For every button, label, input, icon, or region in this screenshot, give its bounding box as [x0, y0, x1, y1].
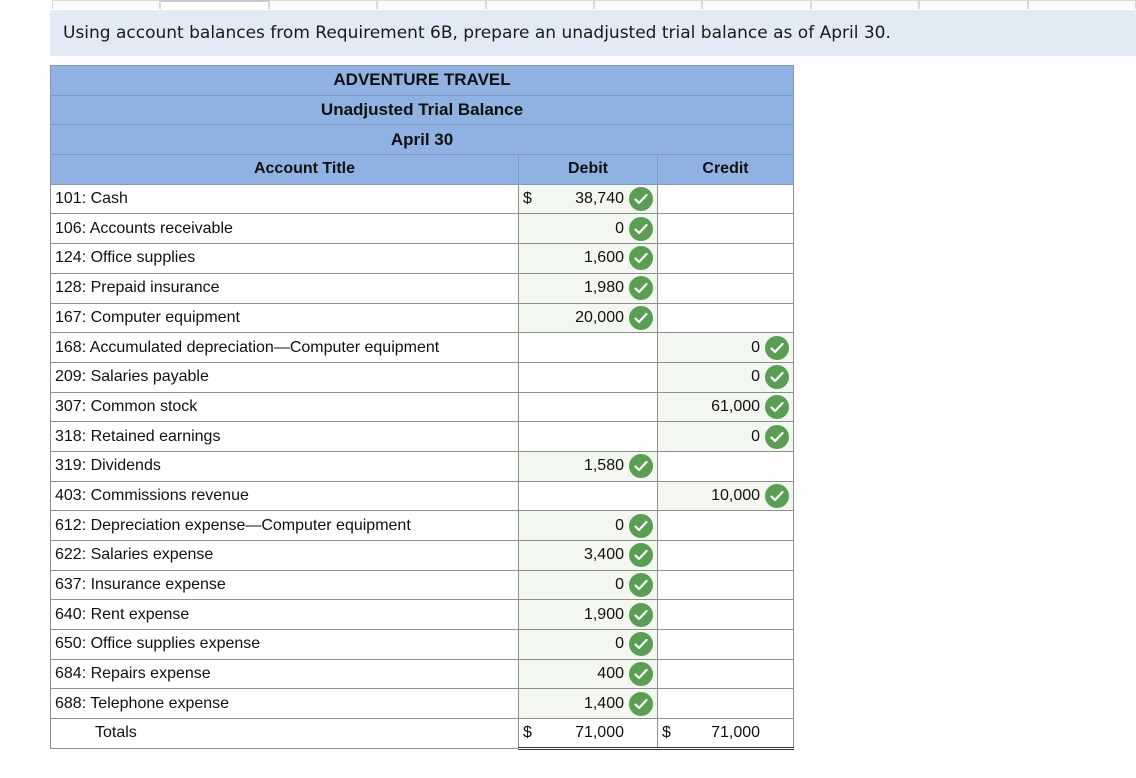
account-title-cell[interactable]: 318: Retained earnings — [51, 422, 519, 452]
account-title-cell[interactable]: 684: Repairs expense — [51, 659, 519, 689]
account-title-cell[interactable]: 209: Salaries payable — [51, 362, 519, 392]
correct-check-icon — [629, 692, 653, 716]
trial-balance-table — [50, 65, 794, 750]
credit-amount-cell[interactable] — [658, 273, 794, 303]
table-row — [51, 244, 794, 274]
credit-amount-cell[interactable] — [658, 451, 794, 481]
correct-check-icon — [629, 573, 653, 597]
debit-amount-cell[interactable] — [519, 273, 658, 303]
table-row — [51, 570, 794, 600]
account-title-cell[interactable]: 612: Depreciation expense—Computer equipment — [51, 511, 519, 541]
correct-check-icon — [629, 306, 653, 330]
credit-amount-cell[interactable] — [658, 392, 794, 422]
account-title-cell[interactable]: 622: Salaries expense — [51, 541, 519, 571]
table-row — [51, 214, 794, 244]
account-title-cell[interactable]: 106: Accounts receivable — [51, 214, 519, 244]
debit-amount-cell[interactable] — [519, 689, 658, 719]
debit-amount-cell[interactable] — [519, 541, 658, 571]
credit-amount-value: 0 — [751, 368, 761, 386]
totals-label: Totals — [51, 719, 519, 749]
debit-amount-cell[interactable] — [519, 481, 658, 511]
correct-check-icon — [765, 484, 789, 508]
credit-total-amount-cell[interactable] — [658, 719, 794, 749]
debit-amount-value: 20,000 — [575, 308, 624, 326]
debit-amount-value: 1,980 — [583, 279, 624, 297]
table-row — [51, 303, 794, 333]
account-title-cell[interactable]: 167: Computer equipment — [51, 303, 519, 333]
debit-amount-value: 1,600 — [583, 249, 624, 267]
debit-amount-cell[interactable] — [519, 422, 658, 452]
debit-amount-cell[interactable] — [519, 511, 658, 541]
credit-amount-value: 61,000 — [711, 397, 761, 415]
account-title-cell[interactable]: 650: Office supplies expense — [51, 630, 519, 660]
debit-amount-value: 1,400 — [583, 694, 624, 712]
table-row — [51, 659, 794, 689]
account-title-cell[interactable]: 168: Accumulated depreciation—Computer equipment — [51, 333, 519, 363]
account-title-cell[interactable]: 640: Rent expense — [51, 600, 519, 630]
tab-active[interactable] — [160, 0, 268, 9]
tab[interactable] — [811, 0, 919, 9]
debit-amount-value: 1,900 — [583, 605, 624, 623]
table-row — [51, 541, 794, 571]
table-row — [51, 481, 794, 511]
credit-amount-cell[interactable] — [658, 630, 794, 660]
tab[interactable] — [594, 0, 702, 9]
credit-amount-cell[interactable] — [658, 541, 794, 571]
debit-amount-cell[interactable] — [519, 600, 658, 630]
debit-amount-cell[interactable] — [519, 630, 658, 660]
correct-check-icon — [629, 543, 653, 567]
debit-amount-cell[interactable] — [519, 362, 658, 392]
table-row — [51, 422, 794, 452]
table-row — [51, 600, 794, 630]
account-title-cell[interactable]: 101: Cash — [51, 184, 519, 214]
credit-amount-cell[interactable] — [658, 303, 794, 333]
debit-total-amount-value: 71,000 — [575, 723, 624, 741]
correct-check-icon — [629, 632, 653, 656]
company-name: ADVENTURE TRAVEL — [51, 66, 794, 96]
credit-amount-cell[interactable] — [658, 511, 794, 541]
debit-amount-cell[interactable] — [519, 570, 658, 600]
tab[interactable] — [1028, 0, 1136, 9]
debit-amount-value: 38,740 — [575, 190, 624, 208]
debit-amount-cell[interactable] — [519, 451, 658, 481]
correct-check-icon — [629, 276, 653, 300]
account-title-cell[interactable]: 688: Telephone expense — [51, 689, 519, 719]
table-row — [51, 689, 794, 719]
credit-amount-cell[interactable] — [658, 422, 794, 452]
correct-check-icon — [765, 365, 789, 389]
credit-amount-cell[interactable] — [658, 244, 794, 274]
credit-amount-cell[interactable] — [658, 333, 794, 363]
totals-row — [51, 719, 794, 749]
correct-check-icon — [629, 246, 653, 270]
correct-check-icon — [765, 395, 789, 419]
debit-amount-value: 1,580 — [583, 457, 624, 475]
credit-amount-value: 10,000 — [711, 486, 761, 504]
debit-amount-cell[interactable] — [519, 214, 658, 244]
credit-amount-cell[interactable] — [658, 659, 794, 689]
statement-date: April 30 — [51, 125, 794, 155]
debit-amount-cell[interactable] — [519, 244, 658, 274]
correct-check-icon — [629, 187, 653, 211]
column-header-debit: Debit — [519, 155, 658, 185]
table-row — [51, 184, 794, 214]
debit-amount-value: 400 — [597, 665, 624, 683]
account-title-cell[interactable]: 637: Insurance expense — [51, 570, 519, 600]
correct-check-icon — [765, 336, 789, 360]
debit-amount-value: 0 — [615, 635, 624, 653]
debit-amount-cell[interactable] — [519, 659, 658, 689]
tab[interactable] — [702, 0, 810, 9]
tab[interactable] — [269, 0, 377, 9]
statement-title: Unadjusted Trial Balance — [51, 95, 794, 125]
table-row — [51, 451, 794, 481]
table-row — [51, 392, 794, 422]
tab[interactable] — [377, 0, 485, 9]
table-row — [51, 630, 794, 660]
debit-amount-cell[interactable] — [519, 392, 658, 422]
debit-amount-cell[interactable] — [519, 333, 658, 363]
instruction-text: Using account balances from Requirement 6B, prepare an unadjusted trial balance as of April 30. — [50, 10, 1136, 56]
correct-check-icon — [629, 514, 653, 538]
debit-amount-cell[interactable] — [519, 303, 658, 333]
tab[interactable] — [919, 0, 1027, 9]
currency-symbol: $ — [662, 723, 671, 741]
debit-amount-value: 3,400 — [583, 546, 624, 564]
table-row — [51, 273, 794, 303]
credit-amount-cell[interactable] — [658, 184, 794, 214]
credit-amount-cell[interactable] — [658, 362, 794, 392]
correct-check-icon — [629, 454, 653, 478]
credit-amount-cell[interactable] — [658, 600, 794, 630]
account-title-cell[interactable]: 403: Commissions revenue — [51, 481, 519, 511]
debit-amount-value: 0 — [615, 516, 624, 534]
account-title-cell[interactable]: 319: Dividends — [51, 451, 519, 481]
account-title-cell[interactable]: 128: Prepaid insurance — [51, 273, 519, 303]
table-row — [51, 333, 794, 363]
credit-amount-value: 0 — [751, 338, 761, 356]
credit-total-amount-value: 71,000 — [711, 723, 761, 741]
debit-amount-value: 0 — [615, 576, 624, 594]
debit-total-amount-cell[interactable] — [519, 719, 658, 749]
credit-amount-cell[interactable] — [658, 214, 794, 244]
credit-amount-cell[interactable] — [658, 689, 794, 719]
correct-check-icon — [765, 425, 789, 449]
tab[interactable] — [52, 0, 160, 9]
correct-check-icon — [629, 217, 653, 241]
credit-amount-value: 0 — [751, 427, 761, 445]
table-row — [51, 511, 794, 541]
correct-check-icon — [629, 603, 653, 627]
debit-amount-cell[interactable] — [519, 184, 658, 214]
correct-check-icon — [629, 662, 653, 686]
debit-amount-value: 0 — [615, 219, 624, 237]
account-title-cell[interactable]: 307: Common stock — [51, 392, 519, 422]
tab[interactable] — [486, 0, 594, 9]
column-header-account: Account Title — [51, 155, 519, 185]
table-row — [51, 362, 794, 392]
currency-symbol: $ — [523, 723, 532, 741]
account-title-cell[interactable]: 124: Office supplies — [51, 244, 519, 274]
currency-symbol: $ — [523, 190, 532, 208]
credit-amount-cell[interactable] — [658, 481, 794, 511]
credit-amount-cell[interactable] — [658, 570, 794, 600]
column-header-credit: Credit — [658, 155, 794, 185]
